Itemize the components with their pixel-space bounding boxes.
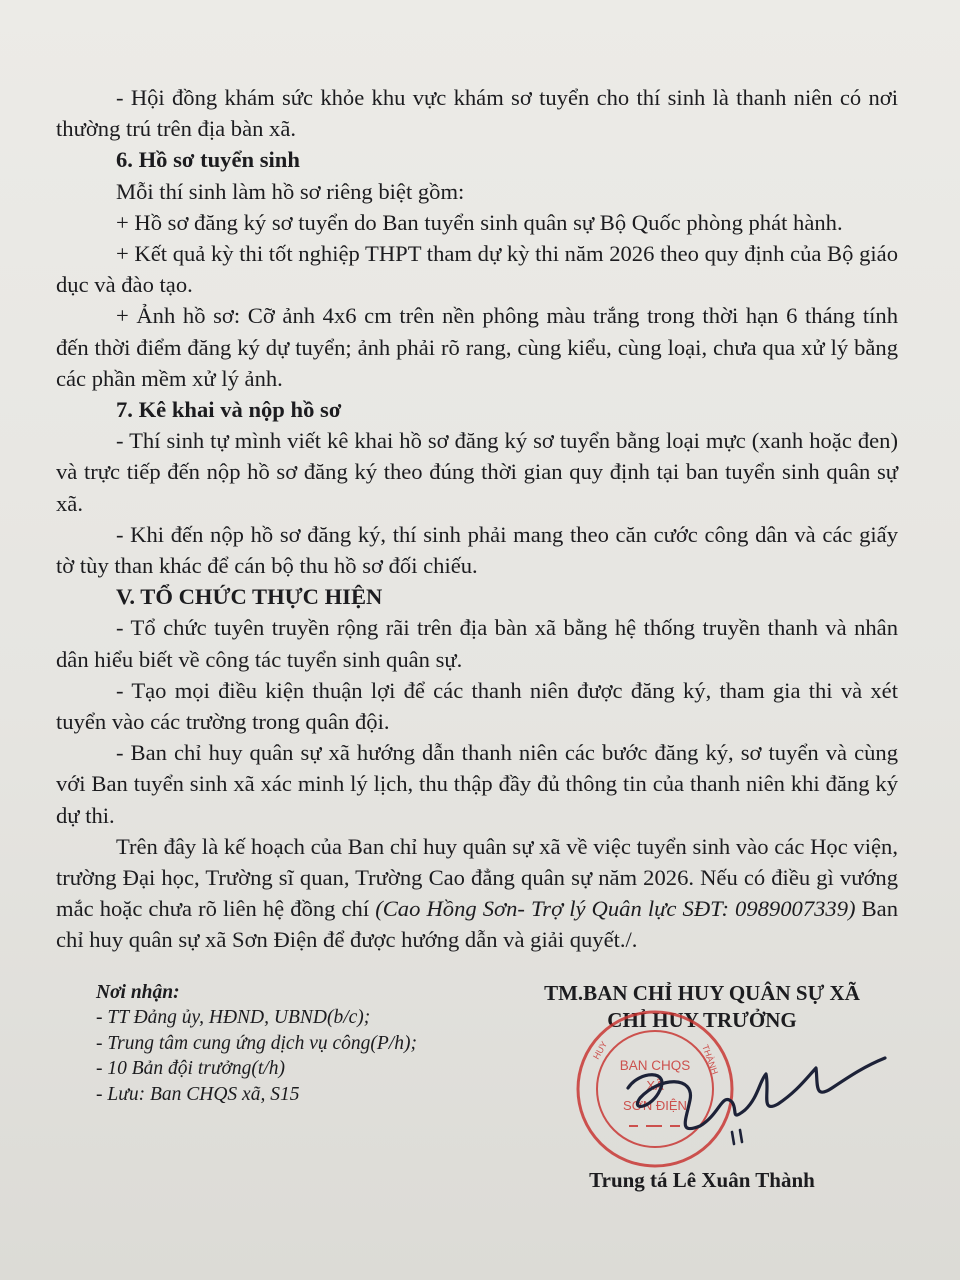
recipients-block — [96, 980, 516, 1107]
paragraph-dossier-intro: Mỗi thí sinh làm hồ sơ riêng biệt gồm: — [116, 178, 465, 204]
paragraph-dossier-photo: + Ảnh hồ sơ: Cỡ ảnh 4x6 cm trên nền phông màu trắng trong thời hạn 6 tháng tính đến thời điểm đăng ký dự tuyển; ảnh phải rõ rang, cùng kiểu, cùng loại, chưa qua xử lý bằng các phần mềm xử lý ảnh. — [56, 303, 898, 391]
paragraph-propaganda: - Tổ chức tuyên truyền rộng rãi trên địa bàn xã bằng hệ thống truyền thanh và nhân dân hiểu biết về công tác tuyển sinh quân sự. — [56, 615, 898, 672]
signature-stroke — [628, 1058, 885, 1129]
heading-section-v: V. TỔ CHỨC THỰC HIỆN — [116, 584, 383, 610]
handwritten-signature — [600, 1040, 890, 1150]
recipient-item: - Lưu: Ban CHQS xã, S15 — [96, 1083, 300, 1105]
stamp-line-3: SƠN ĐIỆN — [623, 1098, 687, 1113]
heading-section-7: 7. Kê khai và nộp hồ sơ — [116, 397, 342, 423]
paragraph-create-conditions: - Tạo mọi điều kiện thuận lợi để các thanh niên được đăng ký, tham gia thi và xét tuyển vào các trường trong quân đội. — [56, 677, 898, 735]
stamp-line-1: BAN CHQS — [619, 1058, 691, 1073]
paragraph-declare-submit: - Thí sinh tự mình viết kê khai hồ sơ đăng ký sơ tuyển bằng loại mực (xanh hoặc đen) và trực tiếp đến nộp hồ sơ đăng ký theo đúng thời gian quy định tại ban tuyển sinh quân sự xã. — [56, 428, 898, 516]
signer-name: Trung tá Lê Xuân Thành — [589, 1168, 815, 1192]
recipient-item: - 10 Bản đội trưởng(t/h) — [96, 1058, 285, 1080]
closing-contact-italic: (Cao Hồng Sơn- Trợ lý Quân lực SĐT: 0989007339) — [375, 896, 856, 922]
paragraph-closing — [56, 831, 898, 956]
recipient-item: - TT Đảng ủy, HĐND, UBND(b/c); — [96, 1007, 371, 1029]
paragraph-health-council: - Hội đồng khám sức khỏe khu vực khám sơ tuyển cho thí sinh là thanh niên có nơi thường trú trên địa bàn xã. — [56, 85, 898, 142]
closing-text-before: Trên đây là kế hoạch của Ban chỉ huy quân sự xã về việc tuyển sinh vào các Học viện, trường Đại học, Trường sĩ quan, Trường Cao đẳng quân sự năm 2026. Nếu có điều gì vướng mắc hoặc chưa rõ liên hệ đồng chí — [56, 833, 898, 922]
stamp-line-2: XÃ — [646, 1078, 664, 1093]
paragraph-guidance: - Ban chỉ huy quân sự xã hướng dẫn thanh niên các bước đăng ký, sơ tuyển và cùng với Ban tuyển sinh xã xác minh lý lịch, thu thập đầy đủ thông tin của thanh niên khi đăng ký dự thi. — [56, 740, 898, 828]
signature-org: TM.BAN CHỈ HUY QUÂN SỰ XÃ — [544, 981, 860, 1005]
paragraph-dossier-exam-result: + Kết quả kỳ thi tốt nghiệp THPT tham dự kỳ thi năm 2026 theo quy định của Bộ giáo dục và đào tạo. — [56, 241, 898, 298]
signature-tick-marks — [732, 1130, 742, 1144]
stamp-ring-left: HUY — [591, 1039, 610, 1061]
closing-text-after: Ban chỉ huy quân sự xã Sơn Điện để được hướng dẫn và giải quyết./. — [56, 896, 898, 953]
paragraph-bring-id: - Khi đến nộp hồ sơ đăng ký, thí sinh phải mang theo căn cước công dân và các giấy tờ tùy than khác để cán bộ thu hồ sơ đối chiếu. — [56, 521, 898, 579]
recipients-title: Nơi nhận: — [96, 982, 180, 1003]
recipient-item: - Trung tâm cung ứng dịch vụ công(P/h); — [96, 1032, 417, 1054]
stamp-ring-right: THÀNH — [700, 1043, 721, 1076]
signature-position: CHỈ HUY TRƯỞNG — [607, 1008, 797, 1032]
document-body — [56, 82, 898, 956]
heading-section-6: 6. Hồ sơ tuyển sinh — [116, 147, 300, 173]
paragraph-dossier-form: + Hồ sơ đăng ký sơ tuyển do Ban tuyển sinh quân sự Bộ Quốc phòng phát hành. — [116, 209, 843, 235]
